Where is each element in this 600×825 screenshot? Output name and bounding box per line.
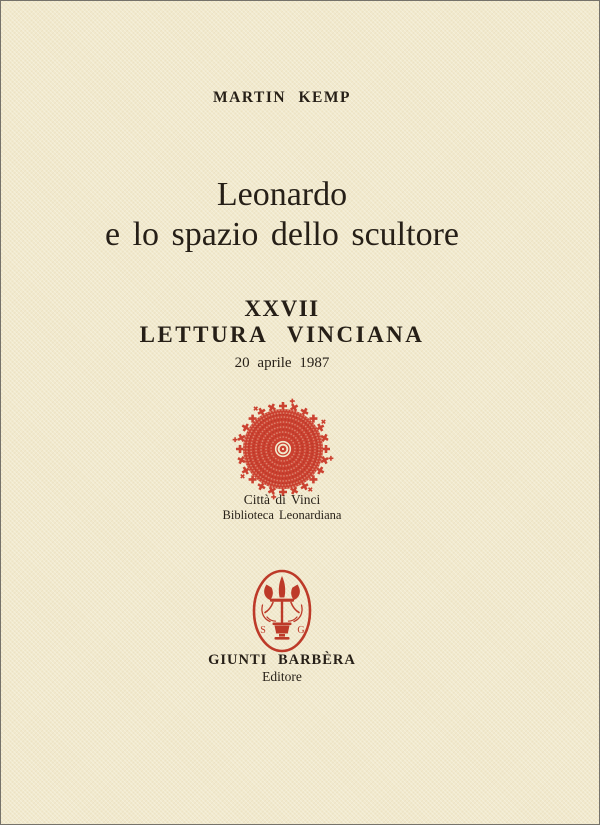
rosette-emblem-icon <box>228 394 338 504</box>
publisher-role: Editore <box>262 669 302 684</box>
logo-letter-s: S <box>260 625 266 636</box>
series-number: XXVII <box>244 296 320 321</box>
institution-city: Città di Vinci <box>243 492 321 507</box>
publisher-name: GIUNTI BARBÈRA <box>208 652 356 668</box>
title-line-1: Leonardo <box>216 176 348 213</box>
series-name: LETTURA VINCIANA <box>139 322 425 347</box>
logo-letter-g: G <box>297 625 305 636</box>
title-line-2: e lo spazio dello scultore <box>104 215 459 253</box>
publisher-logo-icon <box>250 567 314 655</box>
lecture-date: 20 aprile 1987 <box>234 355 330 371</box>
cover-content <box>1 1 563 824</box>
institution-library: Biblioteca Leonardiana <box>222 508 342 522</box>
book-title <box>1 175 563 254</box>
author-name: MARTIN KEMP <box>213 89 351 106</box>
